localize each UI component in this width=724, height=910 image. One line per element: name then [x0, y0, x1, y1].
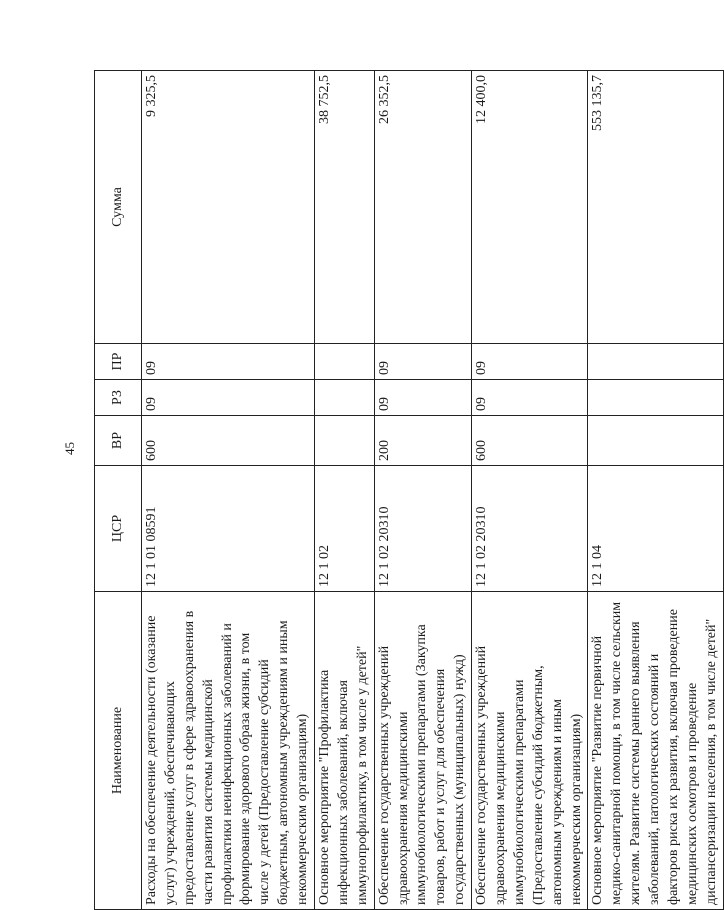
table-header-row [95, 71, 142, 910]
cell-pr: 09 [374, 344, 471, 380]
table-row [142, 71, 315, 910]
table-row [315, 71, 375, 910]
rotated-page-content [94, 70, 719, 910]
cell-rz: 09 [374, 380, 471, 416]
cell-name: Основное мероприятие "Развитие первичной медико-санитарной помощи, в том числе сельским жителям. Развитие системы раннего выявления заболеваний, патологических состояний и факторов риска их развития, включая проведение медицинских осмотров и проведение диспансеризации населения, в том числе детей" [588, 592, 723, 910]
cell-pr [588, 344, 723, 380]
header-sum: Сумма [95, 71, 142, 344]
page-number: 45 [62, 442, 77, 455]
table-row [588, 71, 723, 910]
cell-csr: 12 1 04 [588, 466, 723, 592]
cell-sum: 26 352,5 [374, 71, 471, 344]
cell-vr: 200 [374, 416, 471, 466]
header-pr: ПР [95, 344, 142, 380]
cell-pr: 09 [142, 344, 315, 380]
cell-sum: 9 325,5 [142, 71, 315, 344]
cell-name: Основное мероприятие "Профилактика инфекционных заболеваний, включая иммунопрофилактику, в том числе у детей" [315, 592, 375, 910]
cell-vr [588, 416, 723, 466]
cell-vr: 600 [142, 416, 315, 466]
cell-rz: 09 [142, 380, 315, 416]
header-rz: РЗ [95, 380, 142, 416]
cell-rz [588, 380, 723, 416]
cell-rz [315, 380, 375, 416]
cell-sum: 38 752,5 [315, 71, 375, 344]
cell-vr: 600 [472, 416, 588, 466]
cell-rz: 09 [472, 380, 588, 416]
cell-name: Обеспечение государственных учреждений здравоохранения медицинскими иммунобиологическими препаратами (Закупка товаров, работ и услуг для обеспечения государственных (муниципальных) нужд) [374, 592, 471, 910]
header-csr: ЦСР [95, 466, 142, 592]
header-name: Наименование [95, 592, 142, 910]
table-row [472, 71, 588, 910]
cell-sum: 553 135,7 [588, 71, 723, 344]
cell-name: Обеспечение государственных учреждений здравоохранения медицинскими иммунобиологическими препаратами (Предоставление субсидий бюджетным, автономным учреждениям и иным некоммерческим организациям) [472, 592, 588, 910]
table-row [374, 71, 471, 910]
cell-name: Расходы на обеспечение деятельности (оказание услуг) учреждений, обеспечивающих предоставление услуг в сфере здравоохранения в части развития системы медицинской профилактики неинфекционных заболеваний и формирование здорового образа жизни, в том числе у детей (Предоставление субсидий бюджетным, автономным учреждениям и иным некоммерческим организациям) [142, 592, 315, 910]
cell-vr [315, 416, 375, 466]
header-vr: ВР [95, 416, 142, 466]
cell-csr: 12 1 02 [315, 466, 375, 592]
cell-csr: 12 1 02 20310 [472, 466, 588, 592]
cell-csr: 12 1 02 20310 [374, 466, 471, 592]
cell-csr: 12 1 01 08591 [142, 466, 315, 592]
cell-pr [315, 344, 375, 380]
cell-pr: 09 [472, 344, 588, 380]
cell-sum: 12 400,0 [472, 71, 588, 344]
budget-table [94, 70, 724, 910]
